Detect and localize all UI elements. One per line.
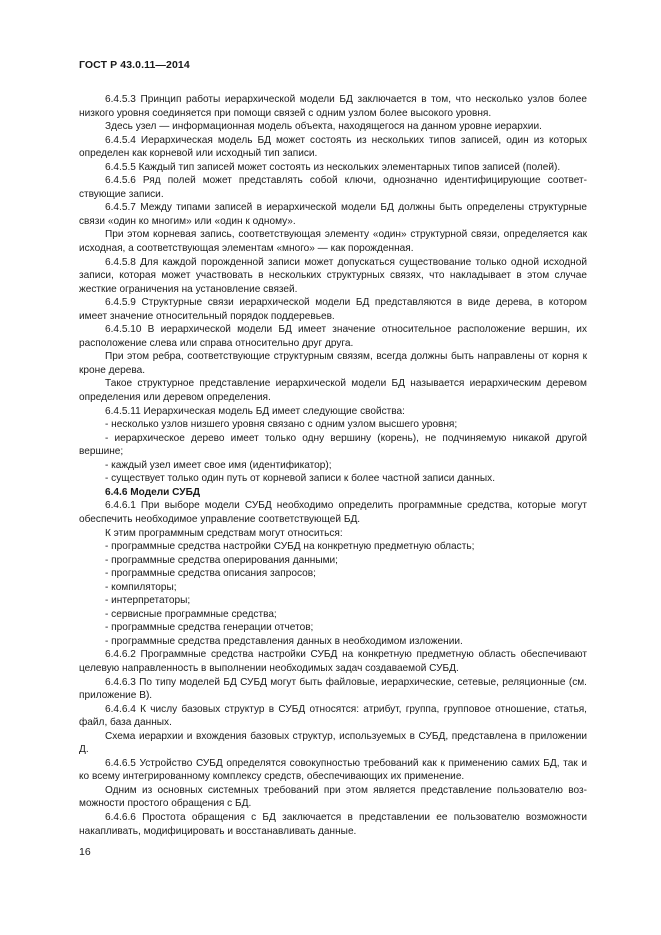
paragraph: 6.4.5.4 Иерархическая модель БД может состоять из нескольких типов записей, один из которых определен как корневой или исходный тип записи. <box>79 134 587 160</box>
paragraph: - компиляторы; <box>105 581 177 593</box>
paragraph: - программные средства описания запросов; <box>105 568 316 580</box>
paragraph: 6.4.5.3 Принцип работы иерархической модели БД заключается в том, что несколько узлов более низкого уровня соединяется при помощи связей с одним узлом более высокого уровня. <box>79 94 587 119</box>
document-body <box>79 93 587 838</box>
paragraph: Одним из основных системных требований при этом является представление пользователю возможности простого обращения с БД. <box>79 784 587 810</box>
paragraph: 6.4.6.6 Простота обращения с БД заключается в представлении ее пользователю возможности накапливать, модифицировать и восстанавливать данные. <box>79 811 587 837</box>
paragraph: Здесь узел — информационная модель объекта, находящегося на данном уровне иерархии. <box>105 121 542 133</box>
paragraph: 6.4.6.1 При выборе модели СУБД необходимо определить программные средства, которые могут обеспечить необходимое управление соответствующей БД. <box>79 500 587 525</box>
paragraph: 6.4.5.10 В иерархической модели БД имеет значение относительное расположение вершин, их расположение слева или справа относительно друг друга. <box>79 324 587 349</box>
paragraph: - существует только один путь от корневой записи к более частной записи данных. <box>105 473 495 485</box>
paragraph: - интерпретаторы; <box>105 595 191 607</box>
section-heading: 6.4.6 Модели СУБД <box>105 486 201 498</box>
paragraph: Такое структурное представление иерархической модели БД называется иерархическим деревом определения или деревом определения. <box>79 378 587 404</box>
document-header: ГОСТ Р 43.0.11—2014 <box>79 59 190 71</box>
paragraph: При этом ребра, соответствующие структурным связям, всегда должны быть направлены от корня к кроне дерева. <box>79 351 587 376</box>
paragraph: 6.4.6.5 Устройство СУБД определятся совокупностью требований как к применению самих БД, так и ко всему интегрированному комплексу средств, обеспечивающих их применение. <box>79 757 587 783</box>
paragraph: 6.4.5.9 Структурные связи иерархической модели БД представляются в виде дерева, в котором имеет значение относительный порядок поддеревьев. <box>79 297 587 322</box>
paragraph: - несколько узлов низшего уровня связано с одним узлом высшего уровня; <box>105 419 458 431</box>
paragraph: 6.4.5.7 Между типами записей в иерархической модели БД должны быть определены структурные связи «один ко многим» или «один к одному». <box>79 202 587 227</box>
paragraph: 6.4.5.5 Каждый тип записей может состоять из нескольких элементарных типов записей (полей). <box>105 161 561 173</box>
paragraph: 6.4.6.4 К числу базовых структур в СУБД относятся: атрибут, группа, групповое отношение, статья, файл, база данных. <box>79 703 587 729</box>
paragraph: При этом корневая запись, соответствующая элементу «один» структурной связи, определяется как исходная, а соответствующая элементам «много» — как порожденная. <box>79 229 587 255</box>
paragraph: - программные средства генерации отчетов; <box>105 622 314 634</box>
paragraph: 6.4.6.2 Программные средства настройки СУБД на конкретную предметную область обеспечивают целевую направленность в выполнении необходимых задач создаваемой СУБД. <box>79 649 587 674</box>
paragraph: - программные средства оперирования данными; <box>105 554 338 566</box>
page-number: 16 <box>79 846 91 858</box>
paragraph: 6.4.5.6 Ряд полей может представлять собой ключи, однозначно идентифицирующие соответствующие записи. <box>79 175 587 200</box>
paragraph: - иерархическое дерево имеет только одну вершину (корень), не подчиняемую никакой другой вершине; <box>79 432 587 458</box>
paragraph: - программные средства настройки СУБД на конкретную предметную область; <box>105 541 475 553</box>
paragraph: - сервисные программные средства; <box>105 608 277 620</box>
paragraph: К этим программным средствам могут относиться: <box>105 527 343 539</box>
paragraph: 6.4.5.11 Иерархическая модель БД имеет следующие свойства: <box>105 405 405 417</box>
paragraph: - программные средства представления данных в необходимом изложении. <box>105 635 463 647</box>
paragraph: 6.4.6.3 По типу моделей БД СУБД могут быть файловые, иерархические, сетевые, реляционные (см. приложение В). <box>79 676 587 702</box>
paragraph: 6.4.5.8 Для каждой порожденной записи может допускаться существование только одной исходной записи, которая может участвовать в нескольких структурных связях, что накладывает в этом случае жесткие ограничения на установление связей. <box>79 256 587 295</box>
paragraph: Схема иерархии и вхождения базовых структур, используемых в СУБД, представлена в приложении Д. <box>79 730 587 756</box>
paragraph: - каждый узел имеет свое имя (идентификатор); <box>105 459 332 471</box>
